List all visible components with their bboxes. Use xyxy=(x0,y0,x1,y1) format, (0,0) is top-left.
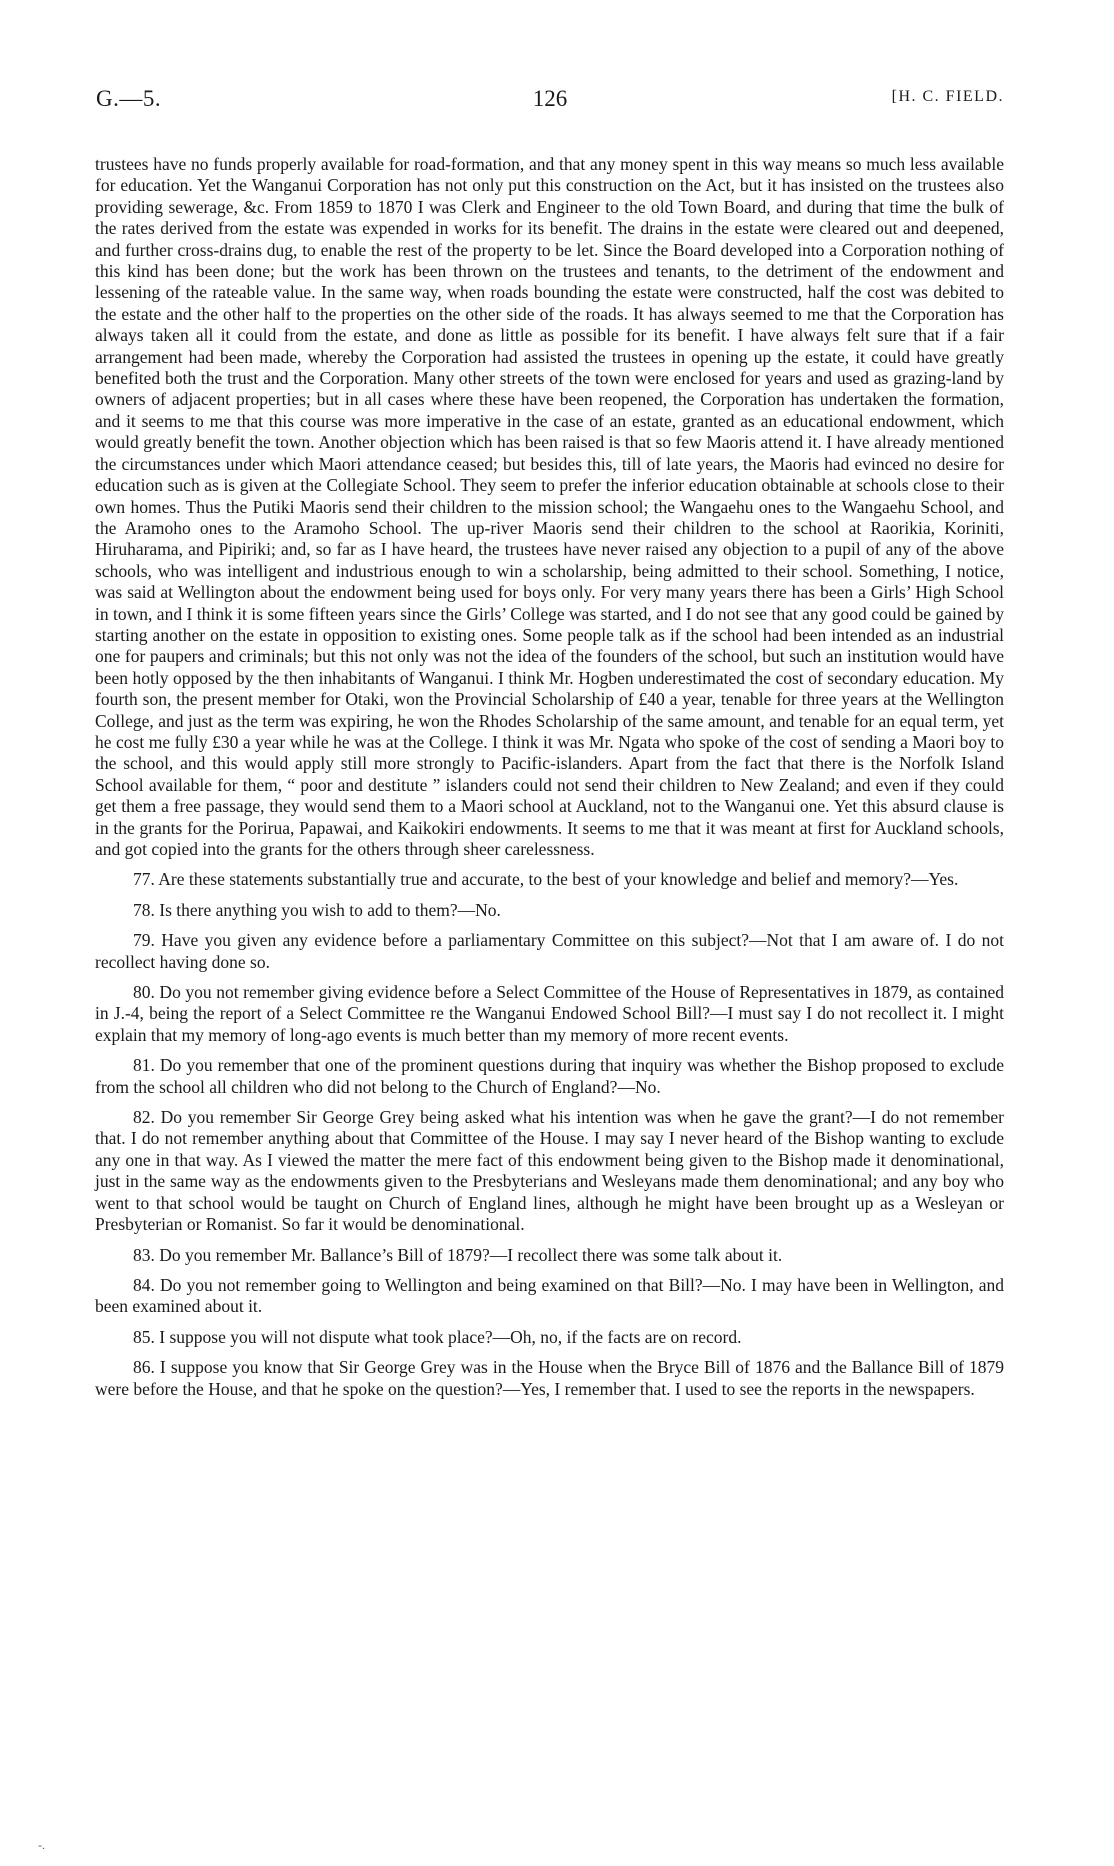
question-82: 82. Do you remember Sir George Grey being asked what his intention was when he gave the grant?—I do not remember that. I do not remember anything about that Committee of the House. I may say I never heard of the Bishop wanting to exclude any one in that way. As I viewed the matter the mere fact of this endowment being given to the Bishop made it denominational, just in the same way as the endowments given to the Presbyterians and Wesleyans made them denominational; and any boy who went to that school would be taught on Church of England lines, although he might have been brought up as a Wesleyan or Presbyterian or Romanist. So far it would be denominational. xyxy=(95,1107,1004,1235)
parliamentary-paper-ref: G.—5. xyxy=(96,86,162,111)
question-79: 79. Have you given any evidence before a parliamentary Committee on this subject?—Not that I am aware of. I do not recollect having done so. xyxy=(95,930,1004,972)
question-83: 83. Do you remember Mr. Ballance’s Bill of 1879?—I recollect there was some talk about it. xyxy=(133,1244,783,1265)
witness-name: [H. C. FIELD. xyxy=(891,88,1004,105)
page-number: 126 xyxy=(532,86,568,111)
question-80: 80. Do you not remember giving evidence before a Select Committee of the House of Representatives in 1879, as contained in J.-4, being the report of a Select Committee re the Wanganui Endowed School Bill?—I must say I do not recollect it. I might explain that my memory of long-ago events is much better than my memory of more recent events. xyxy=(95,982,1004,1045)
page-body xyxy=(95,154,1004,1409)
question-85: 85. I suppose you will not dispute what took place?—Oh, no, if the facts are on record. xyxy=(133,1326,742,1347)
question-84: 84. Do you not remember going to Wellington and being examined on that Bill?—No. I may have been in Wellington, and been examined about it. xyxy=(95,1274,1004,1317)
question-81: 81. Do you remember that one of the prominent questions during that inquiry was whether the Bishop proposed to exclude from the school all children who did not belong to the Church of England?—No. xyxy=(95,1055,1004,1097)
question-77: 77. Are these statements substantially true and accurate, to the best of your knowledge and belief and memory?—Yes. xyxy=(133,869,959,890)
question-78: 78. Is there anything you wish to add to them?—No. xyxy=(133,899,501,920)
paragraph-continuation: trustees have no funds properly available for road-formation, and that any money spent in this way means so much less available for education. Yet the Wanganui Corporation has not only put this construction on the Act, but it has insisted on the trustees also providing sewerage, &c. From 1859 to 1870 I was Clerk and Engineer to the old Town Board, and during that time the bulk of the rates derived from the estate was expended in works for its benefit. The drains in the estate were cleared out and deepened, and further cross-drains dug, to enable the rest of the property to be let. Since the Board developed into a Corporation nothing of this kind has been done; but the work has been thrown on the trustees and tenants, to the detriment of the endowment and lessening of the rateable value. In the same way, when roads bounding the estate were constructed, half the cost was debited to the estate and the other half to the properties on the other side of the roads. It has always seemed to me that the Corporation has always taken all it could from the estate, and done as little as possible for its benefit. I have always felt sure that if a fair arrangement had been made, whereby the Corporation had assisted the trustees in opening up the estate, it could have greatly benefited both the trust and the Corporation. Many other streets of the town were enclosed for years and used as grazing-land by owners of adjacent properties; but in all cases where these have been reopened, the Corporation has undertaken the formation, and it seems to me that this course was more imperative in the case of an estate, granted as an educational endowment, which would greatly benefit the town. Another objection which has been raised is that so few Maoris attend it. I have already mentioned the circumstances under which Maori attendance ceased; but besides this, till of late years, the Maoris had evinced no desire for education such as is given at the Collegiate School. They seem to prefer the inferior education obtainable at schools close to their own homes. Thus the Putiki Maoris send their children to the mission school; the Wangaehu ones to the Wangaehu School, and the Aramoho ones to the Aramoho School. The up-river Maoris send their children to the school at Raorikia, Koriniti, Hiruharama, and Pipiriki; and, so far as I have heard, the trustees have never raised any objection to a pupil of any of the above schools, who was intelligent and industrious enough to win a scholarship, being admitted to their school. Something, I notice, was said at Wellington about the endowment being used for boys only. For very many years there has been a Girls’ High School in town, and I think it is some fifteen years since the Girls’ College was started, and I do not see that any good could be gained by starting another on the estate in opposition to existing ones. Some people talk as if the school had been intended as an industrial one for paupers and criminals; but this not only was not the idea of the founders of the school, but such an institution would have been hotly opposed by the then inhabitants of Wanganui. I think Mr. Hogben underestimated the cost of secondary education. My fourth son, the present member for Otaki, won the Provincial Scholarship of £40 a year, tenable for three years at the Wellington College, and just as the term was expiring, he won the Rhodes Scholarship of the same amount, and tenable for an equal term, yet he cost me fully £30 a year while he was at the College. I think it was Mr. Ngata who spoke of the cost of sending a Maori boy to the school, and this would apply still more strongly to Pacific-islanders. Apart from the fact that there is the Norfolk Island School available for them, “ poor and destitute ” islanders could not send their children to New Zealand; and even if they could get them a free passage, they would send them to a Maori school at Auckland, not to the Wanganui one. Yet this absurd clause is in the grants for the Porirua, Papawai, and Kaikokiri endowments. It seems to me that it was meant at first for Auckland schools, and got copied into the grants for the others through sheer carelessness. xyxy=(95,154,1004,859)
margin-mark: -. xyxy=(38,1838,45,1852)
question-86: 86. I suppose you know that Sir George Grey was in the House when the Bryce Bill of 1876 and the Ballance Bill of 1879 were before the House, and that he spoke on the question?—Yes, I remember that. I used to see the reports in the newspapers. xyxy=(95,1357,1004,1399)
page-header xyxy=(96,86,1004,116)
